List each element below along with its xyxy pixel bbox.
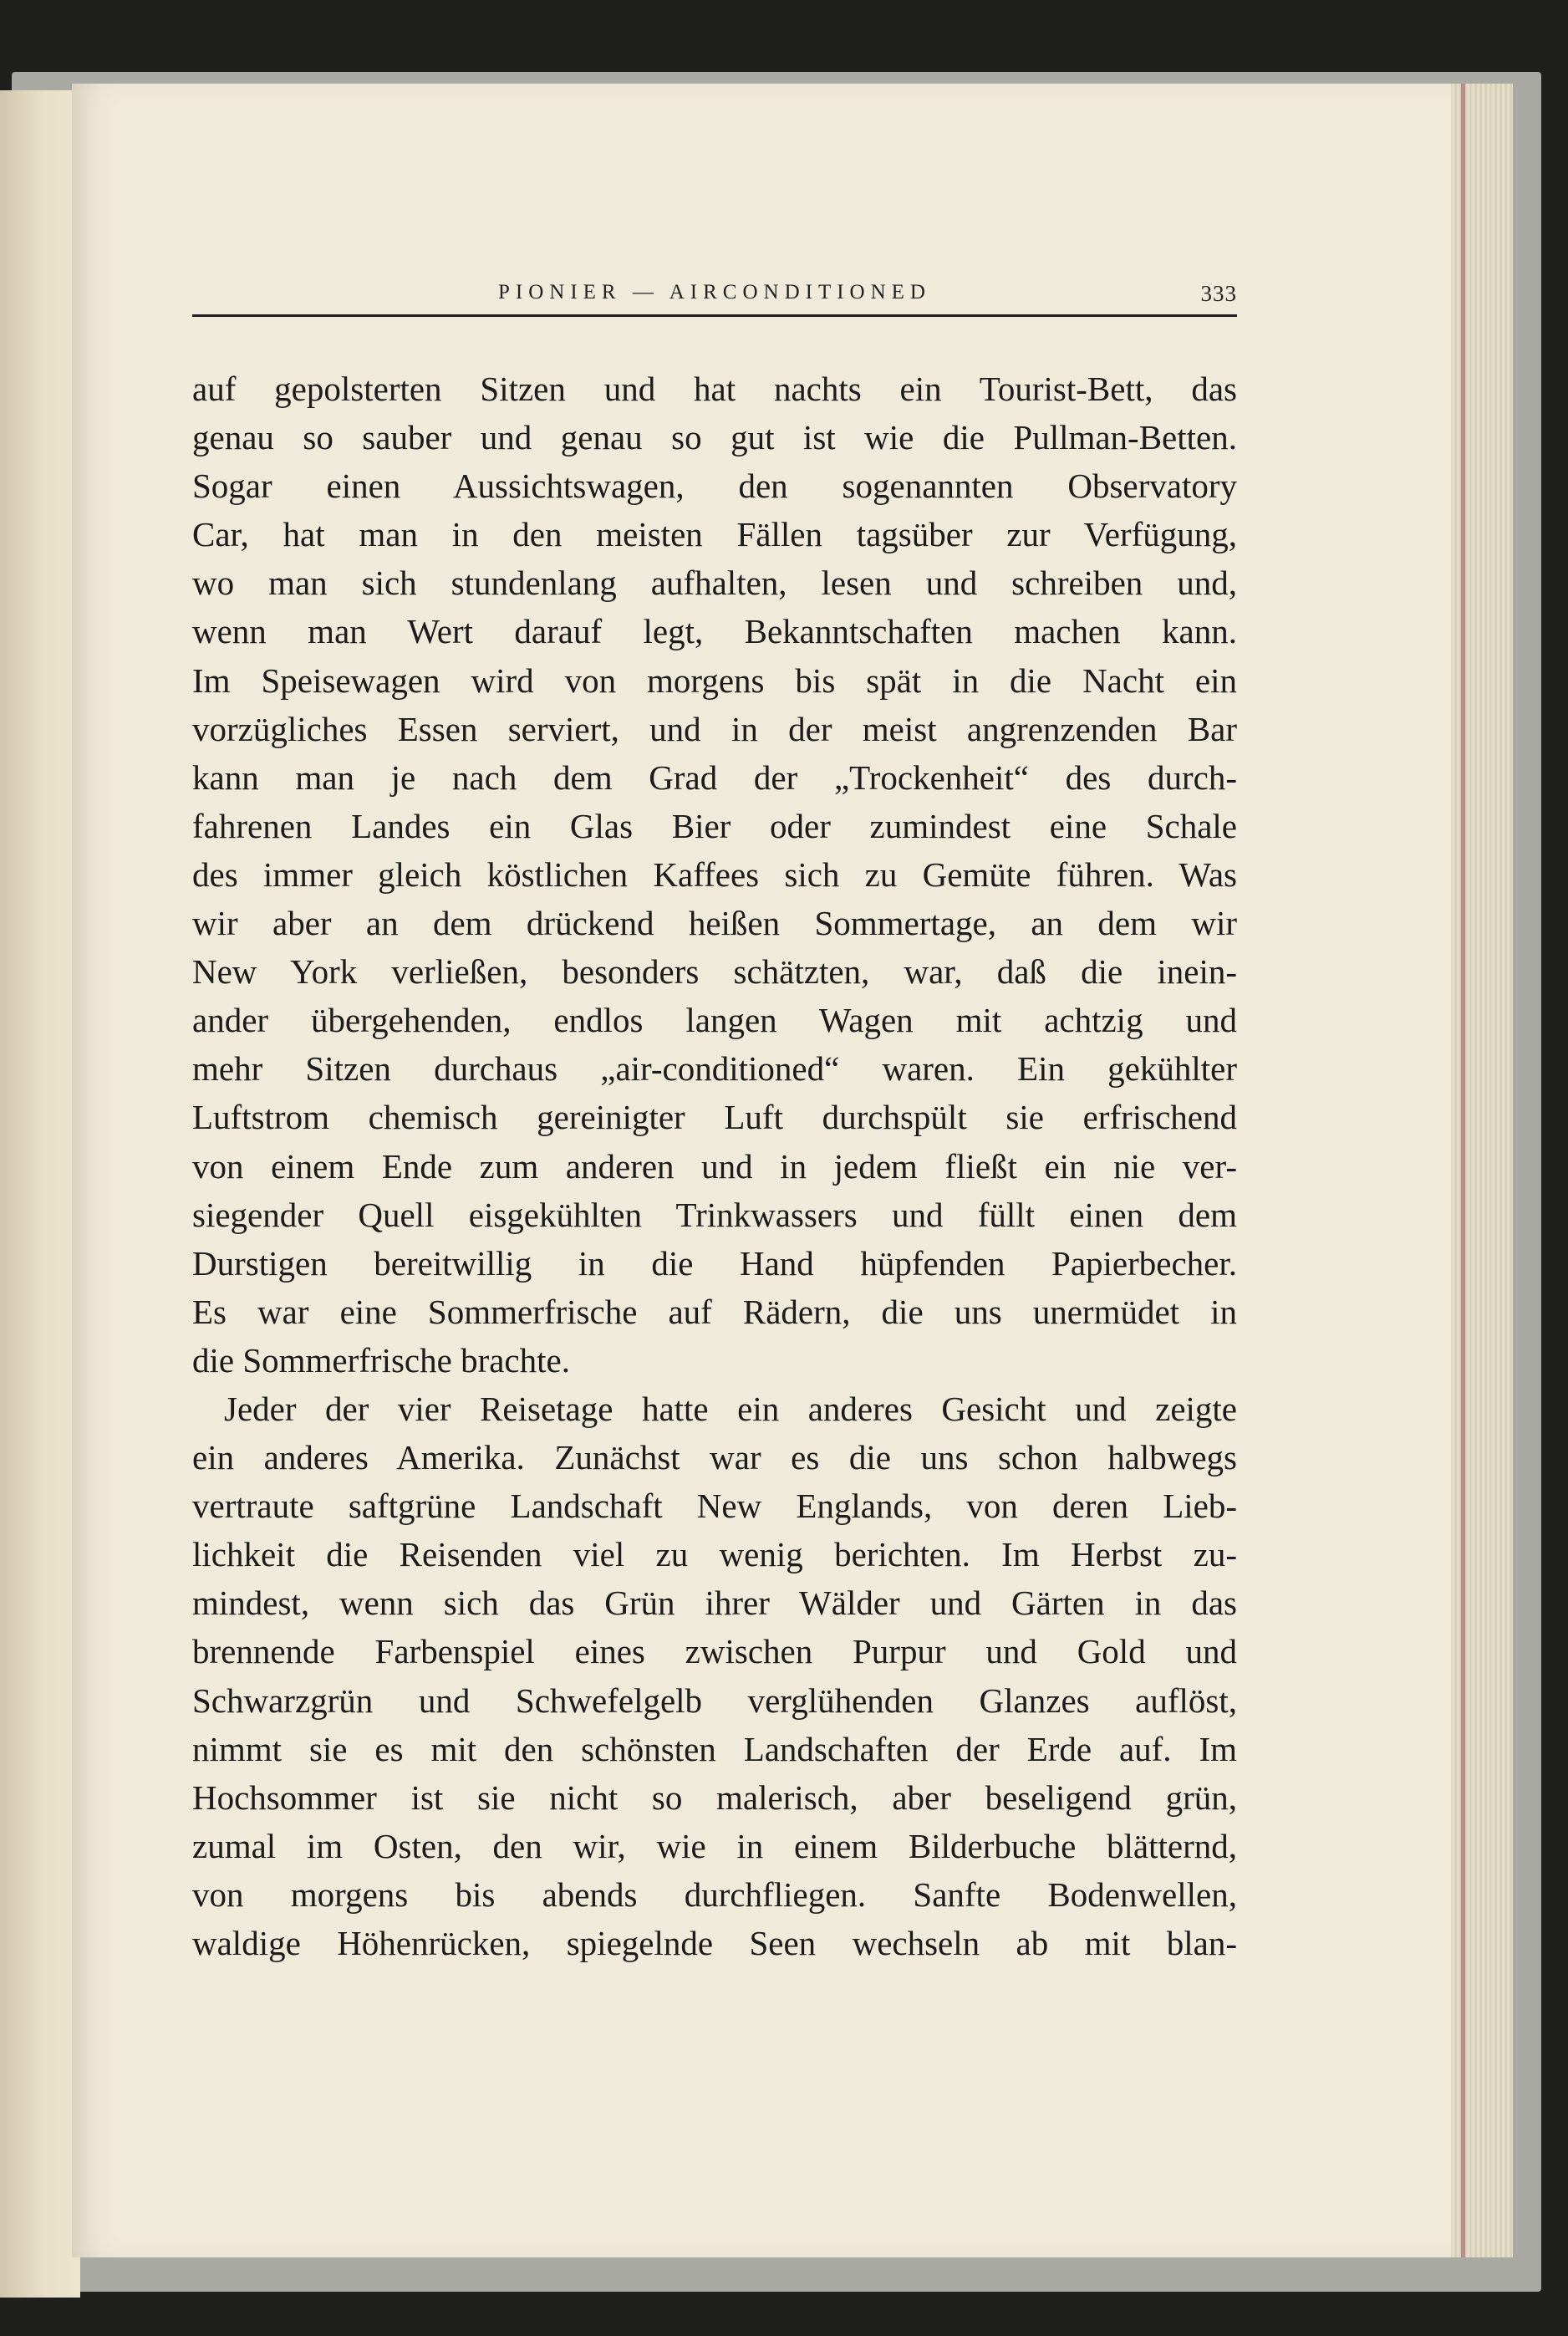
- red-page-edge: [1461, 84, 1465, 2257]
- text-line: wir aber an dem drückend heißen Sommertage, an dem wir: [192, 904, 1237, 943]
- page-number: 333: [1200, 281, 1237, 306]
- text-line: kann man je nach dem Grad der „Trockenheit“ des durch-: [192, 757, 1237, 797]
- running-head: [192, 281, 1237, 317]
- text-line: ein anderes Amerika. Zunächst war es die uns schon halbwegs: [192, 1438, 1237, 1477]
- text-line: ander übergehenden, endlos langen Wagen mit achtzig und: [192, 1001, 1237, 1040]
- text-line: waldige Höhenrücken, spiegelnde Seen wechseln ab mit blan-: [192, 1924, 1237, 1962]
- text-line: fahrenen Landes ein Glas Bier oder zumindest eine Schale: [192, 806, 1237, 845]
- text-line: wo man sich stundenlang aufhalten, lesen und schreiben und,: [192, 564, 1237, 603]
- text-line: Car, hat man in den meisten Fällen tagsüber zur Verfügung,: [192, 515, 1237, 554]
- text-line: mindest, wenn sich das Grün ihrer Wälder und Gärten in das: [192, 1584, 1237, 1623]
- text-line: Sogar einen Aussichtswagen, den sogenannten Observatory: [192, 467, 1237, 506]
- text-line: Hochsommer ist sie nicht so malerisch, aber beseligend grün,: [192, 1778, 1237, 1817]
- text-line: genau so sauber und genau so gut ist wie die Pullman-Betten.: [192, 418, 1237, 457]
- text-line: mehr Sitzen durchaus „air-conditioned“ waren. Ein gekühlter: [192, 1049, 1237, 1089]
- text-line: Schwarzgrün und Schwefelgelb verglühenden Glanzes auflöst,: [192, 1681, 1237, 1720]
- text-line: Es war eine Sommerfrische auf Rädern, die uns unermüdet in: [192, 1292, 1237, 1331]
- body-text: [192, 365, 1237, 1967]
- text-line: lichkeit die Reisenden viel zu wenig berichten. Im Herbst zu-: [192, 1535, 1237, 1574]
- text-line: New York verließen, besonders schätzten, war, daß die inein-: [192, 952, 1237, 992]
- text-line: nimmt sie es mit den schönsten Landschaften der Erde auf. Im: [192, 1729, 1237, 1768]
- text-line: Durstigen bereitwillig in die Hand hüpfenden Papierbecher.: [192, 1243, 1237, 1283]
- text-line: von einem Ende zum anderen und in jedem fließt ein nie ver-: [192, 1146, 1237, 1186]
- text-line: vertraute saftgrüne Landschaft New Englands, von deren Lieb-: [192, 1487, 1237, 1526]
- text-line: Im Speisewagen wird von morgens bis spät in die Nacht ein: [192, 661, 1237, 700]
- left-page-edge: [0, 90, 80, 2298]
- text-line: die Sommerfrische brachte.: [192, 1340, 570, 1380]
- text-line: auf gepolsterten Sitzen und hat nachts ein Tourist-Bett, das: [192, 370, 1237, 408]
- text-line: Jeder der vier Reisetage hatte ein anderes Gesicht und zeigte: [224, 1389, 1237, 1428]
- text-line: Luftstrom chemisch gereinigter Luft durchspült sie erfrischend: [192, 1098, 1237, 1137]
- text-line: von morgens bis abends durchfliegen. Sanfte Bodenwellen,: [192, 1874, 1237, 1914]
- running-title: PIONIER — AIRCONDITIONED: [498, 281, 931, 303]
- text-line: siegender Quell eisgekühlten Trinkwassers und füllt einen dem: [192, 1195, 1237, 1234]
- text-line: wenn man Wert darauf legt, Bekanntschaften machen kann.: [192, 612, 1237, 651]
- text-line: zumal im Osten, den wir, wie in einem Bilderbuche blätternd,: [192, 1826, 1237, 1865]
- text-line: vorzügliches Essen serviert, und in der meist angrenzenden Bar: [192, 709, 1237, 748]
- text-line: brennende Farbenspiel eines zwischen Purpur und Gold und: [192, 1632, 1237, 1671]
- text-line: des immer gleich köstlichen Kaffees sich zu Gemüte führen. Was: [192, 854, 1237, 894]
- page-block-edges: [1446, 84, 1513, 2257]
